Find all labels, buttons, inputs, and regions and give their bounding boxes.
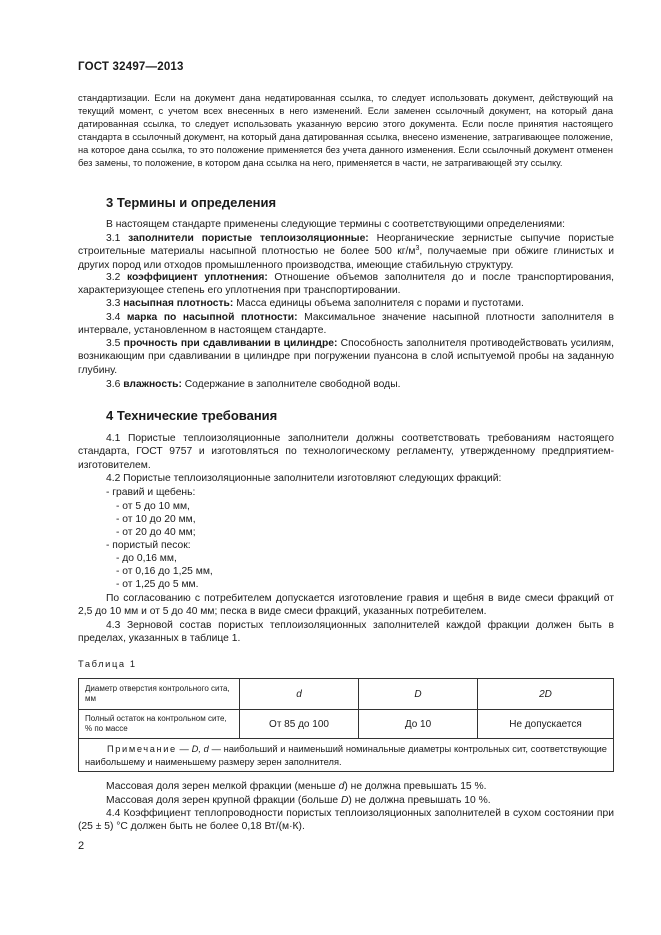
note-text: — наибольший и наименьший номинальные диаметры контрольных сит, соответствующие наибольшему и наименьшему размеру зерен заполнителя.	[85, 744, 607, 767]
term-definition: Содержание в заполнителе свободной воды.	[184, 379, 401, 390]
term-definition-end: , получаемые при обжиге глинистых и других пород или отходов промышленного производства, имеющие стабильную структуру.	[78, 246, 614, 271]
table-cell: D	[414, 688, 422, 700]
superscript: 3	[415, 245, 420, 253]
term-definition: Способность заполнителя противодействовать усилиям, возникающим при сдавливании в цилиндре при погружении пуансона в слой испытуемой пробы на заданную глубину.	[78, 338, 614, 376]
term-name: заполнители пористые теплоизоляционные:	[128, 233, 369, 244]
table-cell: От 85 до 100	[240, 710, 359, 739]
table-row-label: Полный остаток на контрольном сите, % по массе	[79, 710, 240, 739]
term-number: 3.1	[106, 233, 121, 244]
list-item: - от 20 до 40 мм;	[116, 527, 196, 538]
term-name: прочность при сдавливании в цилиндре:	[123, 338, 338, 349]
table-caption: Таблица 1	[78, 659, 137, 669]
term-name: марка по насыпной плотности:	[126, 312, 298, 323]
term-number: 3.3	[106, 298, 121, 309]
term-definition: Масса единицы объема заполнителя с порами и пустотами.	[236, 298, 524, 309]
term-3-4	[78, 311, 614, 338]
term-number: 3.2	[106, 272, 121, 283]
paragraph-4-2: 4.2 Пористые теплоизоляционные заполнители изготовляют следующих фракций:	[106, 473, 502, 484]
table-cell: 2D	[539, 688, 552, 700]
term-name: коэффициент уплотнения:	[126, 272, 268, 283]
table-row	[79, 710, 614, 739]
term-number: 3.5	[106, 338, 121, 349]
list-sand: - пористый песок:	[106, 540, 191, 551]
term-name: насыпная плотность:	[123, 298, 234, 309]
section-4-heading: 4 Технические требования	[106, 408, 278, 423]
table-row-label: Диаметр отверстия контрольного сита, мм	[79, 679, 240, 710]
list-item: - от 10 до 20 мм,	[116, 514, 196, 525]
term-3-1	[78, 232, 614, 272]
list-item: - от 0,16 до 1,25 мм,	[116, 566, 213, 577]
table-cell: До 10	[359, 710, 478, 739]
fine-fraction-text: Массовая доля зерен мелкой фракции (меньше d) не должна превышать 15 %.	[106, 781, 487, 792]
table-note-row: Примечание — D, d — наибольший и наименьший номинальные диаметры контрольных сит, соответствующие наибольшему и наименьшему размеру зерен заполнителя.	[79, 739, 614, 772]
term-definition: Неорганические зернистые сыпучие пористые строительные материалы насыпной плотностью не более 500 кг/м	[78, 233, 614, 258]
paragraph-4-1: 4.1 Пористые теплоизоляционные заполнители должны соответствовать требованиям настоящего стандарта, ГОСТ 9757 и изготовляться по технологическому регламенту, утвержденному предприятием-изготовителем.	[78, 433, 614, 471]
paragraph-4-4: 4.4 Коэффициент теплопроводности пористых теплоизоляционных заполнителей в сухом состоянии при (25 ± 5) °С должен быть не более 0,18 Вт/(м·К).	[78, 808, 614, 833]
term-name: влажность:	[123, 379, 182, 390]
note-label: Примечание	[107, 744, 177, 754]
table-cell: Не допускается	[478, 710, 614, 739]
term-3-6	[78, 378, 614, 391]
page-number: 2	[78, 840, 85, 852]
coarse-fraction-text: Массовая доля зерен крупной фракции (больше D) не должна превышать 10 %.	[106, 795, 491, 806]
section-3-heading: 3 Термины и определения	[106, 195, 277, 210]
table-cell: d	[296, 688, 302, 700]
note-variables: D, d	[191, 744, 209, 754]
term-definition: Максимальное значение насыпной плотности заполнителя в интервале, установленном в настоящем стандарте.	[78, 312, 614, 337]
term-definition: Отношение объемов заполнителя до и после транспортирования, характеризующее степень его уплотнения при транспортировании.	[78, 272, 615, 297]
section-3-lead: В настоящем стандарте применены следующие термины с соответствующими определениями:	[106, 219, 566, 230]
list-gravel: - гравий и щебень:	[106, 487, 196, 498]
term-number: 3.6	[106, 379, 121, 390]
list-item: - от 1,25 до 5 мм.	[116, 579, 199, 590]
paragraph-4-3: 4.3 Зерновой состав пористых теплоизоляционных заполнителей каждой фракции должен быть в пределах, указанных в таблице 1.	[78, 620, 614, 645]
term-number: 3.4	[106, 312, 121, 323]
term-3-5	[78, 337, 614, 377]
table-row	[79, 679, 614, 710]
document-header: ГОСТ 32497—2013	[78, 61, 184, 73]
intro-paragraph: стандартизации. Если на документ дана недатированная ссылка, то следует использовать документ, действующий на текущий момент, с учетом всех внесенных в него изменений. Если заменен ссылочный документ, на который дана датированная ссылка, то следует использовать указанную версию этого документа. Если после принятия настоящего стандарта в ссылочный документ, на который дана датированная ссылка, внесено изменение, затрагивающее положение, на которое дана ссылка, то это положение применяется без учета данного изменения. Если ссылочный документ отменен без замены, то положение, в котором дана ссылка на него, применяется в части, не затрагивающей эту ссылку.	[78, 93, 613, 168]
term-3-3	[78, 297, 614, 310]
list-item: - до 0,16 мм,	[116, 553, 177, 564]
paragraph-4-2-agreement: По согласованию с потребителем допускается изготовление гравия и щебня в виде смеси фракций от 2,5 до 10 мм и от 5 до 40 мм; песка в виде смеси фракций, указанных потребителем.	[78, 593, 614, 618]
table-1	[78, 678, 614, 772]
list-item: - от 5 до 10 мм,	[116, 501, 190, 512]
term-3-2	[78, 271, 614, 298]
